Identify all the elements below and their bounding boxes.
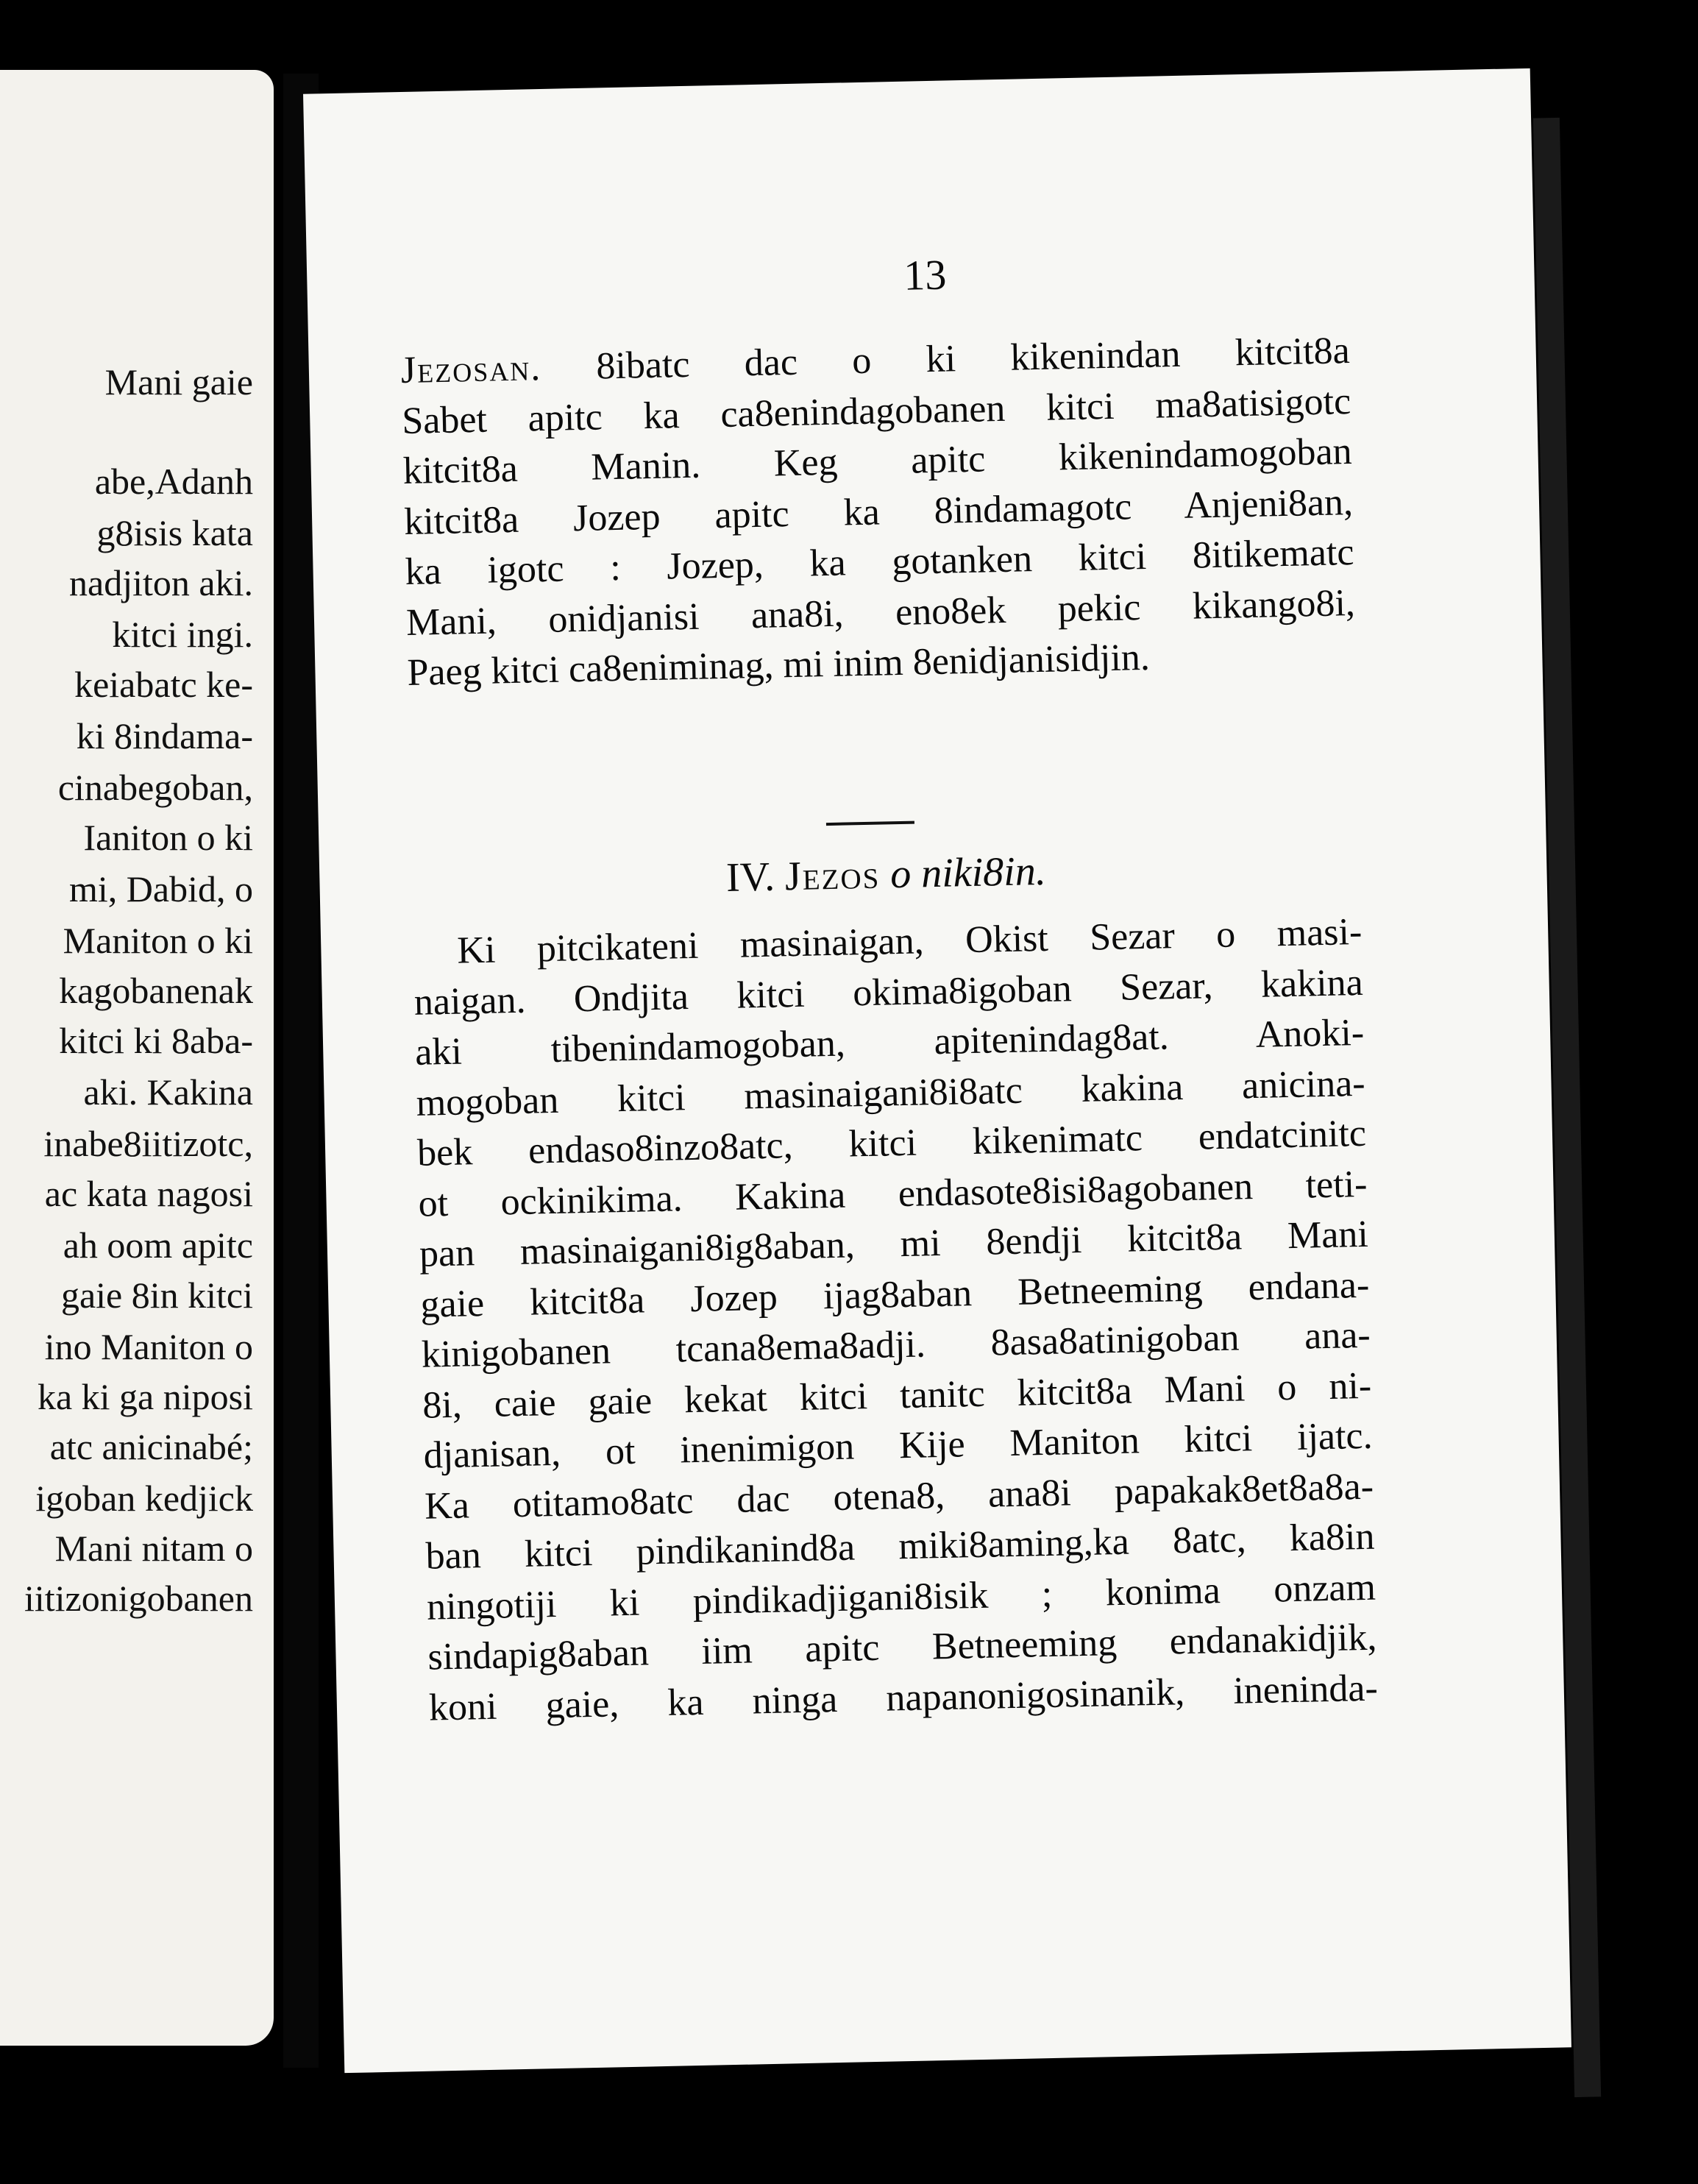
left-line: kitci ingi.	[112, 614, 253, 655]
left-line: gaie 8in kitci	[60, 1274, 253, 1316]
left-line: cinabegoban,	[57, 767, 253, 808]
heading-roman: IV.	[725, 854, 775, 901]
page-number: 13	[903, 250, 948, 299]
left-line: keiabatc ke-	[74, 664, 253, 705]
text-line: ka igotc : Jozep, ka gotanken kitci 8itikematc	[405, 531, 1354, 593]
text-line-content: 8ibatc dac o ki kikenindan kitcit8a	[595, 330, 1351, 388]
paragraph-lead: Jezosan.	[400, 347, 542, 392]
left-line: igoban kedjick	[35, 1478, 253, 1519]
left-line: ah oom apitc	[63, 1224, 253, 1266]
right-page	[303, 68, 1571, 2073]
heading-rest: o niki8in.	[889, 848, 1047, 898]
left-line: nadjiton aki.	[69, 562, 253, 603]
left-line: inabe8iitizotc,	[43, 1123, 253, 1164]
text-line: aki tibenindamogoban, apitenindag8at. Anoki-	[414, 1011, 1365, 1074]
text-line: Ka otitamo8atc dac otena8, ana8i papakak8et8a8a-	[424, 1465, 1374, 1528]
text-line: naigan. Ondjita kitci okima8igoban Sezar, kakina	[413, 961, 1364, 1024]
left-line: ac kata nagosi	[44, 1173, 253, 1214]
text-line: ban kitci pindikanind8a miki8aming,ka 8atc, ka8in	[425, 1515, 1375, 1578]
left-line: iitizonigobanen	[24, 1578, 253, 1619]
text-line: Ki pitcikateni masinaigan, Okist Sezar o masi-	[456, 910, 1363, 972]
text-line: Sabet apitc ka ca8enindagobanen kitci ma8atisigotc	[401, 380, 1351, 442]
text-line: djanisan, ot inenimigon Kije Maniton kitci ijatc.	[423, 1414, 1374, 1477]
text-line: sindapig8aban iim apitc Betneeming endanakidjik,	[427, 1616, 1377, 1678]
left-line: kitci ki 8aba-	[59, 1020, 253, 1061]
left-line: ki 8indama-	[76, 715, 253, 756]
text-line: kitcit8a Manin. Keg apitc kikenindamogoban	[402, 430, 1353, 493]
text-line: ot ockinikima. Kakina endasote8isi8agobanen teti-	[418, 1163, 1368, 1225]
paragraph-1	[400, 326, 1357, 698]
left-line: ka ki ga niposi	[37, 1376, 253, 1417]
text-line: Mani, onidjanisi ana8i, eno8ek pekic kikango8i,	[405, 581, 1356, 644]
left-line: Mani nitam o	[54, 1528, 253, 1569]
left-line: atc anicinabé;	[49, 1426, 253, 1467]
left-page	[0, 70, 274, 2046]
text-line: kinigobanen tcana8ema8adji. 8asa8atinigoban ana-	[421, 1313, 1371, 1376]
text-line: pan masinaigani8ig8aban, mi 8endji kitcit8a Mani	[419, 1213, 1369, 1275]
heading-name: Jezos	[784, 851, 881, 900]
left-line: g8isis kata	[96, 512, 253, 553]
text-line: kitcit8a Jozep apitc ka 8indamagotc Anjeni8an,	[403, 481, 1354, 543]
text-line: bek endaso8inzo8atc, kitci kikenimatc endatcinitc	[416, 1112, 1367, 1174]
left-line: mi, Dabid, o	[69, 868, 253, 910]
left-line: Mani gaie	[104, 361, 253, 403]
left-line: Maniton o ki	[63, 920, 253, 961]
left-line: aki. Kakina	[83, 1071, 253, 1113]
left-line: kagobanenak	[59, 970, 253, 1011]
section-heading	[411, 841, 1361, 908]
left-line: Ianiton o ki	[83, 817, 253, 858]
left-line: abe,Adanh	[94, 461, 253, 502]
text-line: ningotiji ki pindikadjigani8isik ; konima onzam	[426, 1566, 1376, 1628]
left-line: ino Maniton o	[44, 1326, 253, 1367]
text-line: Paeg kitci ca8eniminag, mi inim 8enidjanisidjin.	[406, 636, 1151, 694]
text-line: gaie kitcit8a Jozep ijag8aban Betneeming endana-	[419, 1263, 1370, 1326]
text-line: 8i, caie gaie kekat kitci tanitc kitcit8a Mani o ni-	[422, 1364, 1372, 1427]
section-divider	[826, 821, 914, 826]
text-line: mogoban kitci masinaigani8i8atc kakina anicina-	[416, 1062, 1366, 1124]
text-line: koni gaie, ka ninga napanonigosinanik, ineninda-	[428, 1667, 1379, 1729]
paragraph-2	[413, 907, 1379, 1734]
